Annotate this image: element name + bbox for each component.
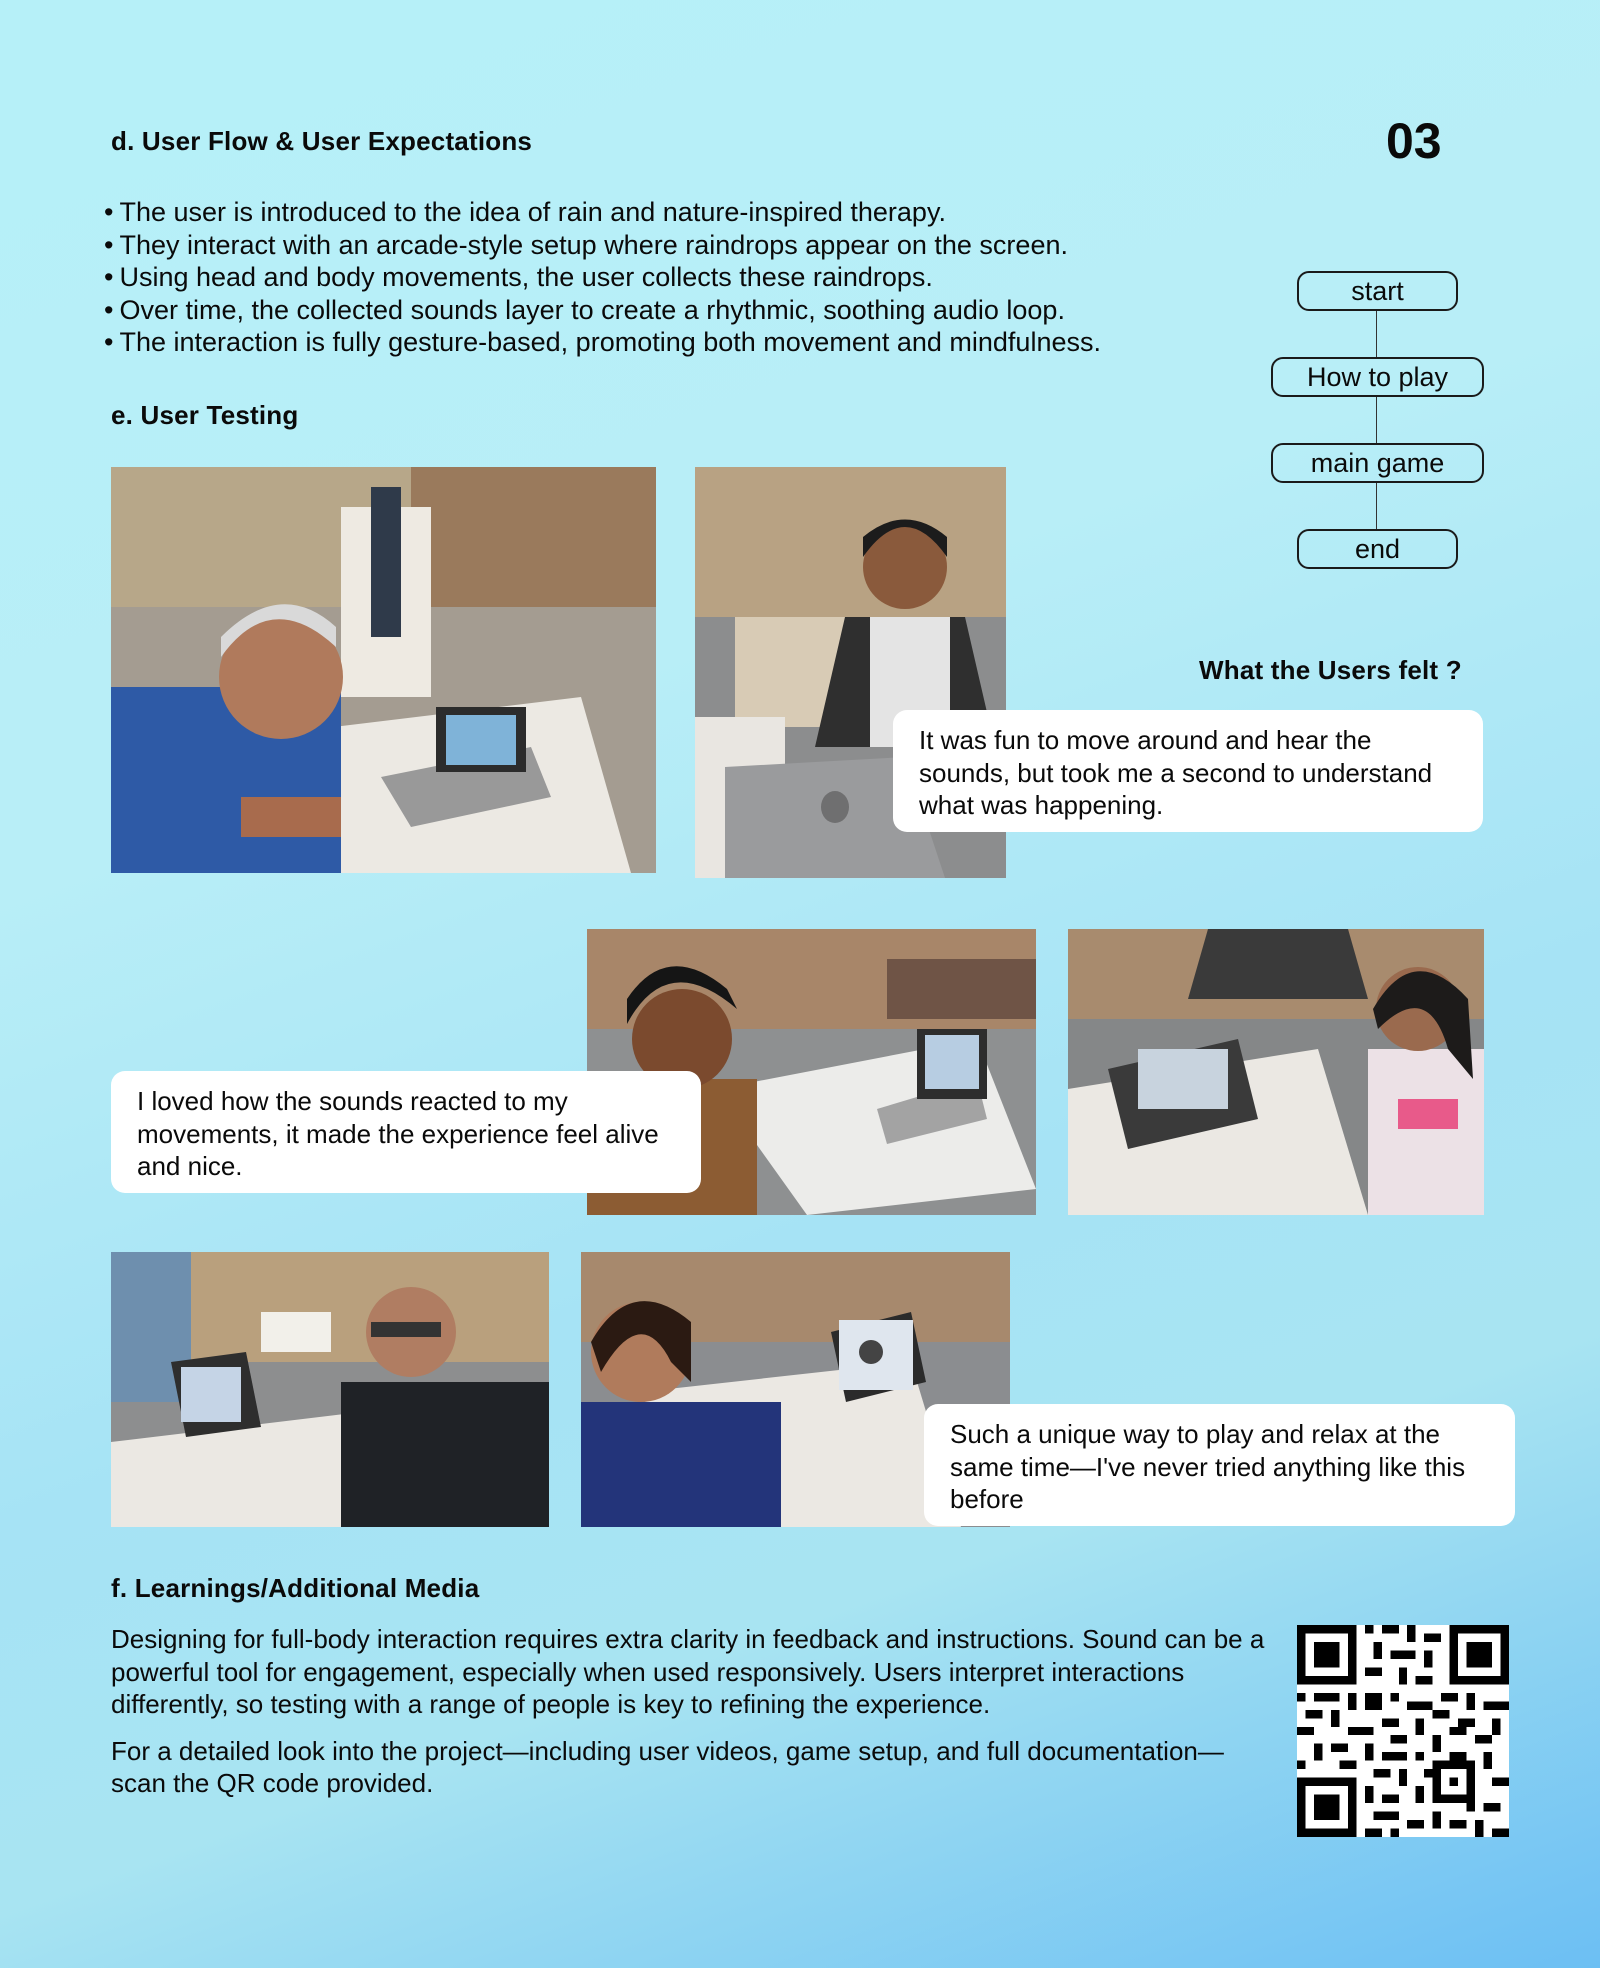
flow-step-start: start xyxy=(1297,271,1458,311)
page-number: 03 xyxy=(1386,113,1442,169)
learnings-text xyxy=(111,1623,1271,1800)
qr-code xyxy=(1297,1625,1509,1837)
flow-step-how-to-play: How to play xyxy=(1271,357,1484,397)
feedback-quote-1: It was fun to move around and hear the sounds, but took me a second to understand what was happening. xyxy=(893,710,1483,832)
list-item: • The user is introduced to the idea of rain and nature-inspired therapy. xyxy=(104,196,1264,229)
section-d-title: d. User Flow & User Expectations xyxy=(111,126,533,156)
user-testing-photo-1 xyxy=(111,467,656,873)
list-item: • The interaction is fully gesture-based, promoting both movement and mindfulness. xyxy=(104,326,1264,359)
section-e-title: e. User Testing xyxy=(111,400,299,430)
feedback-quote-3: Such a unique way to play and relax at the same time—I've never tried anything like this before xyxy=(924,1404,1515,1526)
section-f-title: f. Learnings/Additional Media xyxy=(111,1573,480,1603)
user-testing-photo-5 xyxy=(111,1252,549,1527)
flow-step-end: end xyxy=(1297,529,1458,569)
learnings-paragraph: Designing for full-body interaction requires extra clarity in feedback and instructions. Sound can be a powerful tool for engagement, especially when used responsively. Users interpret interactions differently, so testing with a range of people is key to refining the experience. xyxy=(111,1624,1265,1719)
list-item: • Using head and body movements, the user collects these raindrops. xyxy=(104,261,1264,294)
feedback-quote-2: I loved how the sounds reacted to my movements, it made the experience feel alive and nice. xyxy=(111,1071,701,1193)
list-item: • They interact with an arcade-style setup where raindrops appear on the screen. xyxy=(104,229,1264,262)
qr-instructions: For a detailed look into the project—including user videos, game setup, and full documentation—scan the QR code provided. xyxy=(111,1735,1224,1798)
list-item: • Over time, the collected sounds layer to create a rhythmic, soothing audio loop. xyxy=(104,294,1264,327)
expectations-list xyxy=(104,196,1264,359)
flow-step-main-game: main game xyxy=(1271,443,1484,483)
feedback-title: What the Users felt ? xyxy=(1199,655,1462,685)
user-testing-photo-4 xyxy=(1068,929,1484,1215)
